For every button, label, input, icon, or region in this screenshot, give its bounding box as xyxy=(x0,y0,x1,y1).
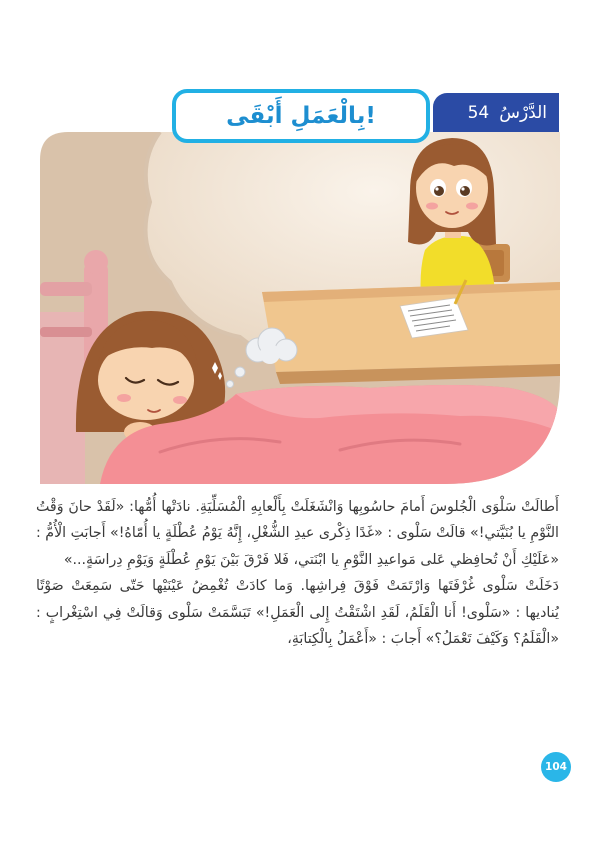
story-illustration xyxy=(40,132,560,484)
story-paragraph: أَطالَتْ سَلْوَى الْجُلوسَ أَمامَ حاسُوبِها وَانْشَغَلَتْ بِأَلْعابِهِ الْمُسَلِّيَةِ. نادَتْها أُمُّها: «لَقَدْ حانَ وَقْتُ النَّوْمِ يا بُنَيَّتي!» قالَتْ سَلْوى : «غَدًا ذِكْرى عيدِ الشُّغْلِ، إِنَّهُ يَوْمُ عُطْلَةٍ يا أُمّاهُ!» أَجابَتِ الْأُمُّ : «عَلَيْكِ أَنْ تُحافِظي عَلى مَواعيدِ النَّوْمِ يا ابْنَتي، فَلا فَرْقَ بَيْنَ يَوْمِ عُطْلَةٍ وَيَوْمِ دِراسَةٍ...» xyxy=(36,499,559,568)
lesson-number: 54 xyxy=(467,103,490,123)
story-text xyxy=(36,494,559,652)
lesson-word: الدَّرْسُ xyxy=(499,103,547,123)
lesson-title: بِالْعَمَلِ أَبْقَى! xyxy=(226,103,376,129)
page-number: 104 xyxy=(541,752,571,782)
lesson-label xyxy=(468,93,547,133)
lesson-title-box xyxy=(172,89,430,143)
lesson-number-tab xyxy=(433,93,559,133)
story-paragraph: دَخَلَتْ سَلْوى غُرْفَتَها وَارْتَمَتْ فَوْقَ فِراشِها. وَما كادَتْ تُغْمِضُ عَيْنَيْها حَتّى سَمِعَتْ صَوْتًا يُناديها : «سَلْوى! أَنا الْقَلَمُ، لَقَدِ اشْتَقْتُ إِلى الْعَمَلِ!» تَبَسَّمَتْ سَلْوى وَقالَتْ فِي اسْتِغْرابٍ : «الْقَلَمُ؟ وَكَيْفَ تَعْمَلُ؟» أَجابَ : «أَعْمَلُ بِالْكِتابَةِ، xyxy=(36,578,559,648)
